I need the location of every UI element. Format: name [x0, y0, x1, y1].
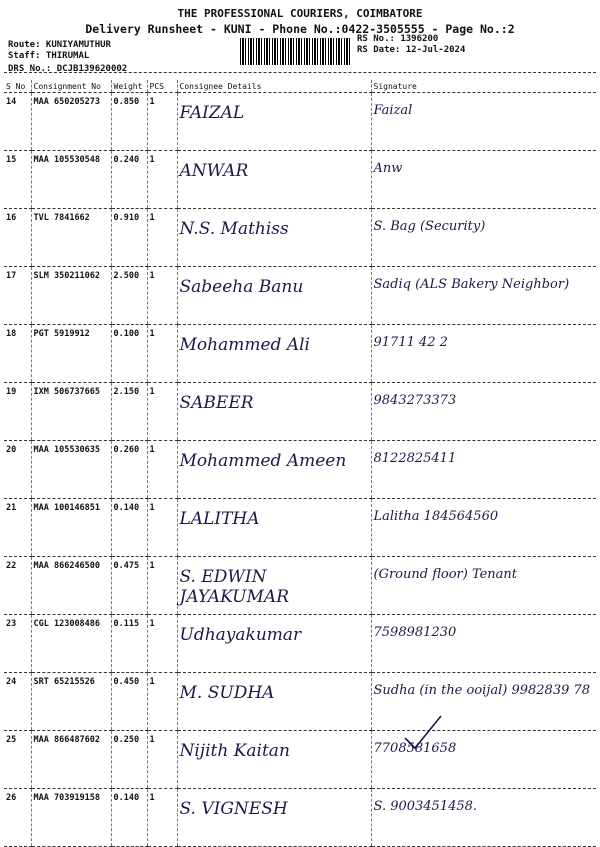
row-weight: 0.850: [111, 93, 147, 151]
staff-label: Staff: THIRUMAL: [8, 51, 90, 61]
row-consignee: FAIZAL: [177, 93, 371, 151]
row-sno: 19: [4, 383, 31, 441]
row-sno: 24: [4, 673, 31, 731]
column-header: Consignment No: [31, 80, 111, 93]
table-row: [4, 731, 596, 789]
row-weight: 0.240: [111, 151, 147, 209]
row-pcs: 1: [147, 383, 177, 441]
route-label: Route: KUNIYAMUTHUR: [8, 40, 111, 50]
table-row: [4, 383, 596, 441]
row-sno: 21: [4, 499, 31, 557]
table-header-row: [4, 80, 596, 93]
row-sno: 18: [4, 325, 31, 383]
row-signature: Sudha (in the ooijal) 9982839 78: [371, 673, 596, 731]
rs-box: [357, 34, 465, 56]
row-sno: 25: [4, 731, 31, 789]
row-pcs: 1: [147, 731, 177, 789]
row-signature: (Ground floor) Tenant: [371, 557, 596, 615]
row-signature: 8122825411: [371, 441, 596, 499]
row-pcs: 1: [147, 267, 177, 325]
table-body: [4, 93, 596, 847]
company-title: THE PROFESSIONAL COURIERS, COIMBATORE: [177, 7, 423, 20]
row-weight: 0.100: [111, 325, 147, 383]
row-sno: 15: [4, 151, 31, 209]
row-consignment: SRT 65215526: [31, 673, 111, 731]
row-consignee: LALITHA: [177, 499, 371, 557]
checkmark-icon: [403, 712, 443, 752]
row-pcs: 1: [147, 789, 177, 847]
row-consignee: M. SUDHA: [177, 673, 371, 731]
table-row: [4, 93, 596, 151]
row-consignment: MAA 866487602: [31, 731, 111, 789]
row-consignee: Udhayakumar: [177, 615, 371, 673]
row-weight: 0.140: [111, 789, 147, 847]
row-consignee: Mohammed Ameen: [177, 441, 371, 499]
rs-number: RS No.: 1396200: [357, 34, 439, 44]
table-row: [4, 499, 596, 557]
row-pcs: 1: [147, 615, 177, 673]
row-consignee: N.S. Mathiss: [177, 209, 371, 267]
row-pcs: 1: [147, 325, 177, 383]
header-divider: [4, 72, 596, 73]
runsheet-table: [4, 80, 596, 847]
row-weight: 0.140: [111, 499, 147, 557]
row-consignment: IXM 506737665: [31, 383, 111, 441]
table-row: [4, 209, 596, 267]
row-consignee: Mohammed Ali: [177, 325, 371, 383]
row-sno: 23: [4, 615, 31, 673]
row-sno: 26: [4, 789, 31, 847]
row-signature: 7708581658: [371, 731, 596, 789]
table-row: [4, 325, 596, 383]
row-consignment: CGL 123008486: [31, 615, 111, 673]
row-consignee: Sabeeha Banu: [177, 267, 371, 325]
row-signature: 9843273373: [371, 383, 596, 441]
row-consignment: SLM 350211062: [31, 267, 111, 325]
row-signature: Anw: [371, 151, 596, 209]
table-row: [4, 441, 596, 499]
row-pcs: 1: [147, 557, 177, 615]
row-pcs: 1: [147, 209, 177, 267]
row-signature: Lalitha 184564560: [371, 499, 596, 557]
table-row: [4, 789, 596, 847]
table-row: [4, 267, 596, 325]
row-weight: 0.250: [111, 731, 147, 789]
row-signature: S. 9003451458.: [371, 789, 596, 847]
row-consignee: S. EDWIN JAYAKUMAR: [177, 557, 371, 615]
barcode: [240, 38, 352, 65]
column-header: Consignee Details: [177, 80, 371, 93]
rs-date: RS Date: 12-Jul-2024: [357, 45, 466, 55]
row-consignee: S. VIGNESH: [177, 789, 371, 847]
row-weight: 0.115: [111, 615, 147, 673]
row-pcs: 1: [147, 151, 177, 209]
row-consignment: MAA 703919158: [31, 789, 111, 847]
table-row: [4, 151, 596, 209]
row-sno: 16: [4, 209, 31, 267]
row-signature: Faizal: [371, 93, 596, 151]
row-weight: 0.260: [111, 441, 147, 499]
row-weight: 0.475: [111, 557, 147, 615]
row-consignment: PGT 5919912: [31, 325, 111, 383]
row-pcs: 1: [147, 673, 177, 731]
column-header: Signature: [371, 80, 596, 93]
runsheet-subtitle: Delivery Runsheet - KUNI - Phone No.:0422-3505555 - Page No.:2: [85, 22, 515, 36]
row-consignment: MAA 100146851: [31, 499, 111, 557]
table-row: [4, 557, 596, 615]
row-consignee: SABEER: [177, 383, 371, 441]
row-weight: 0.910: [111, 209, 147, 267]
column-header: Weight: [111, 80, 147, 93]
row-signature: 7598981230: [371, 615, 596, 673]
table-row: [4, 673, 596, 731]
row-consignee: ANWAR: [177, 151, 371, 209]
row-pcs: 1: [147, 93, 177, 151]
row-sno: 17: [4, 267, 31, 325]
table-row: [4, 615, 596, 673]
row-signature: 91711 42 2: [371, 325, 596, 383]
row-consignee: Nijith Kaitan: [177, 731, 371, 789]
row-pcs: 1: [147, 499, 177, 557]
row-weight: 2.150: [111, 383, 147, 441]
row-sno: 14: [4, 93, 31, 151]
row-consignment: TVL 7841662: [31, 209, 111, 267]
row-weight: 0.450: [111, 673, 147, 731]
row-sno: 20: [4, 441, 31, 499]
drs-label: DRS No.: DCJB139620002: [8, 64, 128, 74]
row-consignment: MAA 650205273: [31, 93, 111, 151]
column-header: S No: [4, 80, 31, 93]
row-consignment: MAA 105530548: [31, 151, 111, 209]
row-sno: 22: [4, 557, 31, 615]
row-consignment: MAA 866246500: [31, 557, 111, 615]
row-pcs: 1: [147, 441, 177, 499]
row-signature: S. Bag (Security): [371, 209, 596, 267]
row-weight: 2.500: [111, 267, 147, 325]
row-signature: Sadiq (ALS Bakery Neighbor): [371, 267, 596, 325]
row-consignment: MAA 105530635: [31, 441, 111, 499]
column-header: PCS: [147, 80, 177, 93]
